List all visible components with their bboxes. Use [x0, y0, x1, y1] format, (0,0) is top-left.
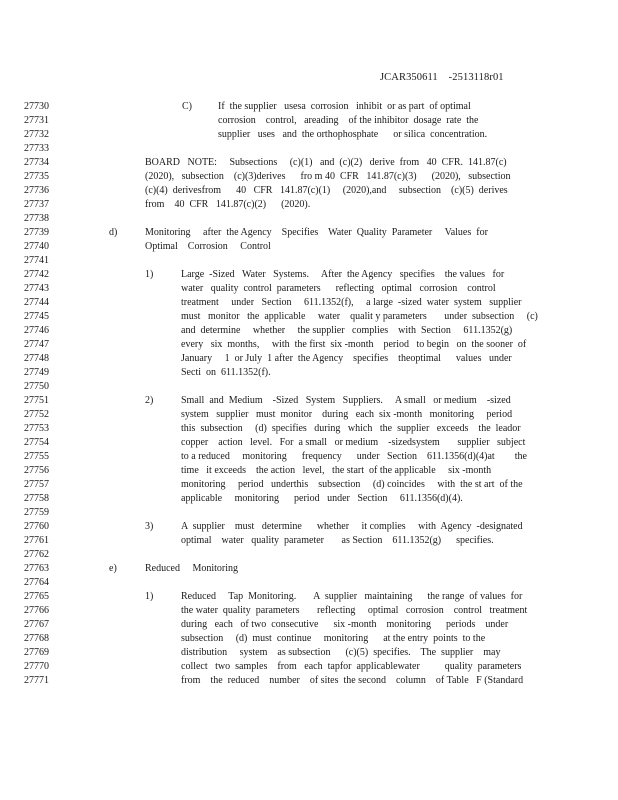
line-number: 27771: [24, 675, 49, 686]
board-note-line: from 40 CFR 141.87(c)(2) (2020).: [145, 199, 311, 210]
line-number: 27763: [24, 563, 49, 574]
line-number: 27756: [24, 465, 49, 476]
line-number: 27751: [24, 395, 49, 406]
line-number: 27736: [24, 185, 49, 196]
board-note-line: (c)(4) derivesfrom 40 CFR 141.87(c)(1) (2020),and subsection (c)(5) derives: [145, 185, 508, 196]
item-e1-line: subsection (d) must continue monitoring at the entry points to the: [181, 633, 486, 644]
line-number: 27748: [24, 353, 49, 364]
document-id-header: JCAR350611 -2513118r01: [380, 72, 504, 83]
line-number: 27747: [24, 339, 49, 350]
item-d1-line: water quality control parameters reflecting optimal corrosion control: [181, 283, 496, 294]
item-d2-line: copper action level. For a small or medium -sizedsystem supplier subject: [181, 437, 526, 448]
line-number: 27745: [24, 311, 49, 322]
item-d2-line: this subsection (d) specifies during which the supplier exceeds the leador: [181, 423, 521, 434]
item-e1-line: during each of two consecutive six -month monitoring periods under: [181, 619, 509, 630]
item-d1-label: 1): [145, 269, 154, 280]
item-e1-label: 1): [145, 591, 154, 602]
item-d2-line: applicable monitoring period under Section 611.1356(d)(4).: [181, 493, 463, 504]
section-c3-label: C): [182, 101, 192, 112]
line-number: 27734: [24, 157, 49, 168]
line-number: 27761: [24, 535, 49, 546]
item-d1-line: Large -Sized Water Systems. After the Agency specifies the values for: [181, 269, 505, 280]
line-number: 27764: [24, 577, 49, 588]
item-e1-line: the water quality parameters reflecting optimal corrosion control treatment: [181, 605, 528, 616]
line-number: 27760: [24, 521, 49, 532]
line-number: 27766: [24, 605, 49, 616]
line-number: 27770: [24, 661, 49, 672]
item-d1-line: January 1 or July 1 after the Agency specifies theoptimal values under: [181, 353, 512, 364]
item-d2-line: to a reduced monitoring frequency under Section 611.1356(d)(4)at the: [181, 451, 527, 462]
line-number: 27735: [24, 171, 49, 182]
line-number: 27746: [24, 325, 49, 336]
item-d2-line: Small and Medium -Sized System Suppliers. A small or medium -sized: [181, 395, 511, 406]
section-c3-line: supplier uses and the orthophosphate or silica concentration.: [218, 129, 488, 140]
section-c3-line: corrosion control, areading of the inhibitor dosage rate the: [218, 115, 479, 126]
line-number: 27738: [24, 213, 49, 224]
line-number: 27730: [24, 101, 49, 112]
item-e1-line: distribution system as subsection (c)(5) specifies. The supplier may: [181, 647, 501, 658]
item-e1-line: Reduced Tap Monitoring. A supplier maintaining the range of values for: [181, 591, 523, 602]
line-number: 27757: [24, 479, 49, 490]
line-number: 27754: [24, 437, 49, 448]
line-number: 27744: [24, 297, 49, 308]
item-d2-line: monitoring period underthis subsection (d) coincides with the st art of the: [181, 479, 523, 490]
item-d3-line: optimal water quality parameter as Section 611.1352(g) specifies.: [181, 535, 494, 546]
line-number: 27737: [24, 199, 49, 210]
line-number: 27762: [24, 549, 49, 560]
line-number: 27743: [24, 283, 49, 294]
item-d1-line: every six months, with the first six -month period to begin on the sooner of: [181, 339, 527, 350]
item-e1-line: collect two samples from each tapfor applicablewater quality parameters: [181, 661, 522, 672]
line-number: 27739: [24, 227, 49, 238]
item-d1-line: treatment under Section 611.1352(f), a large -sized water system supplier: [181, 297, 522, 308]
item-d1-line: Secti on 611.1352(f).: [181, 367, 271, 378]
item-d1-line: must monitor the applicable water qualit y parameters under subsection (c): [181, 311, 538, 322]
section-d-heading-line: Optimal Corrosion Control: [145, 241, 271, 252]
line-number: 27768: [24, 633, 49, 644]
section-c3-line: If the supplier usesa corrosion inhibit or as part of optimal: [218, 101, 471, 112]
line-number: 27752: [24, 409, 49, 420]
item-d3-line: A supplier must determine whether it complies with Agency -designated: [181, 521, 523, 532]
line-number: 27733: [24, 143, 49, 154]
line-number: 27749: [24, 367, 49, 378]
line-number: 27755: [24, 451, 49, 462]
line-number: 27765: [24, 591, 49, 602]
board-note-line: BOARD NOTE: Subsections (c)(1) and (c)(2) derive from 40 CFR. 141.87(c): [145, 157, 507, 168]
section-d-heading-line: Monitoring after the Agency Specifies Water Quality Parameter Values for: [145, 227, 488, 238]
line-number: 27742: [24, 269, 49, 280]
line-number: 27741: [24, 255, 49, 266]
section-e-heading-line: Reduced Monitoring: [145, 563, 239, 574]
line-number: 27758: [24, 493, 49, 504]
board-note-line: (2020), subsection (c)(3)derives fro m 40 CFR 141.87(c)(3) (2020), subsection: [145, 171, 511, 182]
line-number: 27767: [24, 619, 49, 630]
line-number: 27769: [24, 647, 49, 658]
section-d-label: d): [109, 227, 118, 238]
line-number: 27759: [24, 507, 49, 518]
line-number: 27750: [24, 381, 49, 392]
item-d3-label: 3): [145, 521, 154, 532]
item-e1-line: from the reduced number of sites the second column of Table F (Standard: [181, 675, 524, 686]
item-d2-line: system supplier must monitor during each six -month monitoring period: [181, 409, 513, 420]
line-number: 27731: [24, 115, 49, 126]
item-d2-line: time it exceeds the action level, the start of the applicable six -month: [181, 465, 492, 476]
item-d2-label: 2): [145, 395, 154, 406]
item-d1-line: and determine whether the supplier complies with Section 611.1352(g): [181, 325, 513, 336]
line-number: 27753: [24, 423, 49, 434]
line-number: 27732: [24, 129, 49, 140]
section-e-label: e): [109, 563, 117, 574]
line-number: 27740: [24, 241, 49, 252]
